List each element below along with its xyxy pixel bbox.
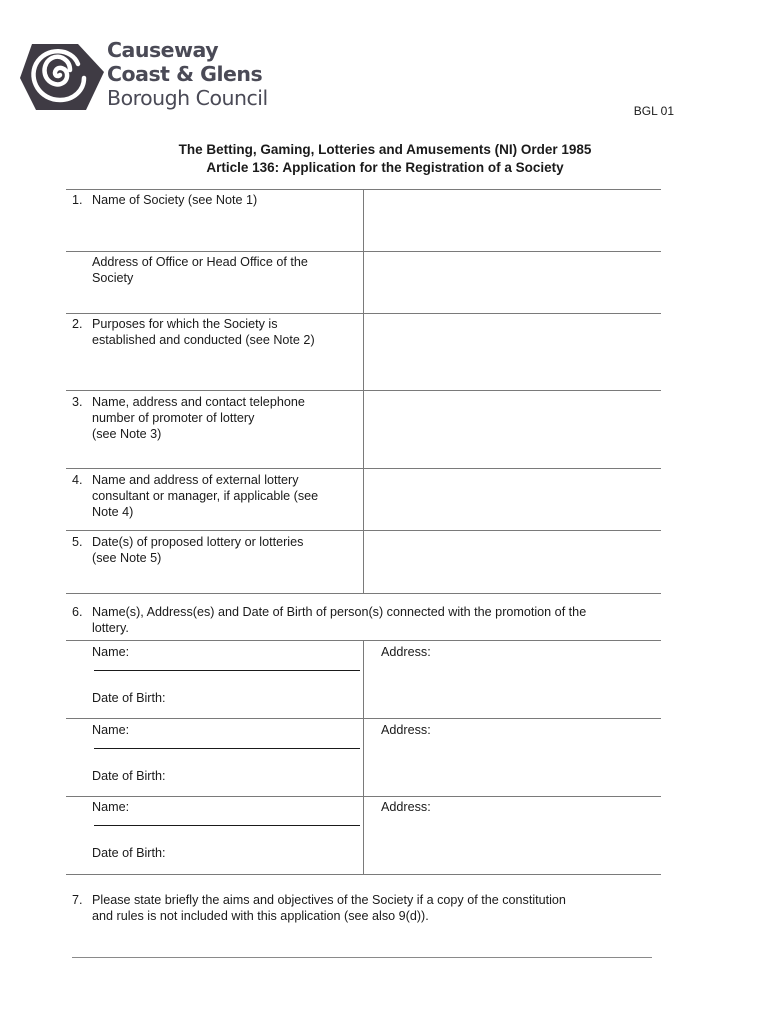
section-5-answer-cell[interactable]	[364, 531, 661, 593]
section-7-label-line-2: and rules is not included with this application (see also 9(d)).	[92, 909, 429, 923]
person-3-name-line[interactable]	[94, 825, 360, 826]
section-2-label-line-1: Purposes for which the Society is	[92, 317, 278, 331]
rule-6	[66, 593, 661, 594]
address-label-line-2: Society	[92, 271, 134, 285]
person-2-address-cell[interactable]	[364, 738, 661, 796]
logo-line-3: Borough Council	[107, 86, 268, 110]
address-answer-cell[interactable]	[364, 252, 661, 313]
logo-wordmark	[107, 38, 297, 110]
rule-10	[66, 874, 661, 875]
section-7-answer-line[interactable]	[72, 957, 652, 959]
person-1-name-line[interactable]	[94, 670, 360, 671]
section-3-label-line-2: number of promoter of lottery	[92, 411, 255, 425]
section-5-number: 5.	[72, 535, 83, 549]
section-4-label-line-1: Name and address of external lottery	[92, 473, 299, 487]
form-code: BGL 01	[633, 104, 674, 118]
person-2-address-label: Address:	[381, 723, 431, 737]
section-2-number: 2.	[72, 317, 83, 331]
person-1-address-cell[interactable]	[364, 660, 661, 718]
section-2-answer-cell[interactable]	[364, 314, 661, 390]
person-1-dob-label: Date of Birth:	[92, 691, 166, 705]
swirl-logo-icon	[20, 42, 104, 112]
section-1-number: 1.	[72, 193, 83, 207]
section-4-answer-cell[interactable]	[364, 469, 661, 530]
section-1-label: Name of Society (see Note 1)	[92, 193, 258, 207]
section-3-answer-cell[interactable]	[364, 391, 661, 468]
person-2-dob-label: Date of Birth:	[92, 769, 166, 783]
section-4-label-line-2: consultant or manager, if applicable (see	[92, 489, 319, 503]
address-label-line-1: Address of Office or Head Office of the	[92, 255, 308, 269]
section-1-answer-cell[interactable]	[364, 190, 661, 251]
title-line-2: Article 136: Application for the Registration of a Society	[206, 160, 564, 175]
logo-line-2: Coast & Glens	[107, 62, 263, 86]
logo-line-1: Causeway	[107, 38, 219, 62]
section-6-number: 6.	[72, 605, 83, 619]
person-1-address-label: Address:	[381, 645, 431, 659]
section-5-label-line-1: Date(s) of proposed lottery or lotteries	[92, 535, 304, 549]
person-3-address-label: Address:	[381, 800, 431, 814]
section-6-label-line-2: lottery.	[92, 621, 129, 635]
title-line-1: The Betting, Gaming, Lotteries and Amusements (NI) Order 1985	[178, 142, 592, 157]
section-5-label-line-2: (see Note 5)	[92, 551, 162, 565]
section-7-label-line-1: Please state briefly the aims and objectives of the Society if a copy of the constitution	[92, 893, 566, 907]
section-4-label-line-3: Note 4)	[92, 505, 134, 519]
section-3-label-line-3: (see Note 3)	[92, 427, 162, 441]
person-3-name-label: Name:	[92, 800, 130, 814]
council-logo	[20, 38, 290, 118]
section-3-number: 3.	[72, 395, 83, 409]
section-7-number: 7.	[72, 893, 83, 907]
section-3-label-line-1: Name, address and contact telephone	[92, 395, 305, 409]
person-2-name-label: Name:	[92, 723, 130, 737]
section-2-label-line-2: established and conducted (see Note 2)	[92, 333, 315, 347]
person-1-name-label: Name:	[92, 645, 130, 659]
person-3-dob-label: Date of Birth:	[92, 846, 166, 860]
person-2-name-line[interactable]	[94, 748, 360, 749]
person-3-address-cell[interactable]	[364, 815, 661, 874]
section-4-number: 4.	[72, 473, 83, 487]
form-title	[70, 141, 700, 177]
section-6-label-line-1: Name(s), Address(es) and Date of Birth of person(s) connected with the promotion of the	[92, 605, 587, 619]
